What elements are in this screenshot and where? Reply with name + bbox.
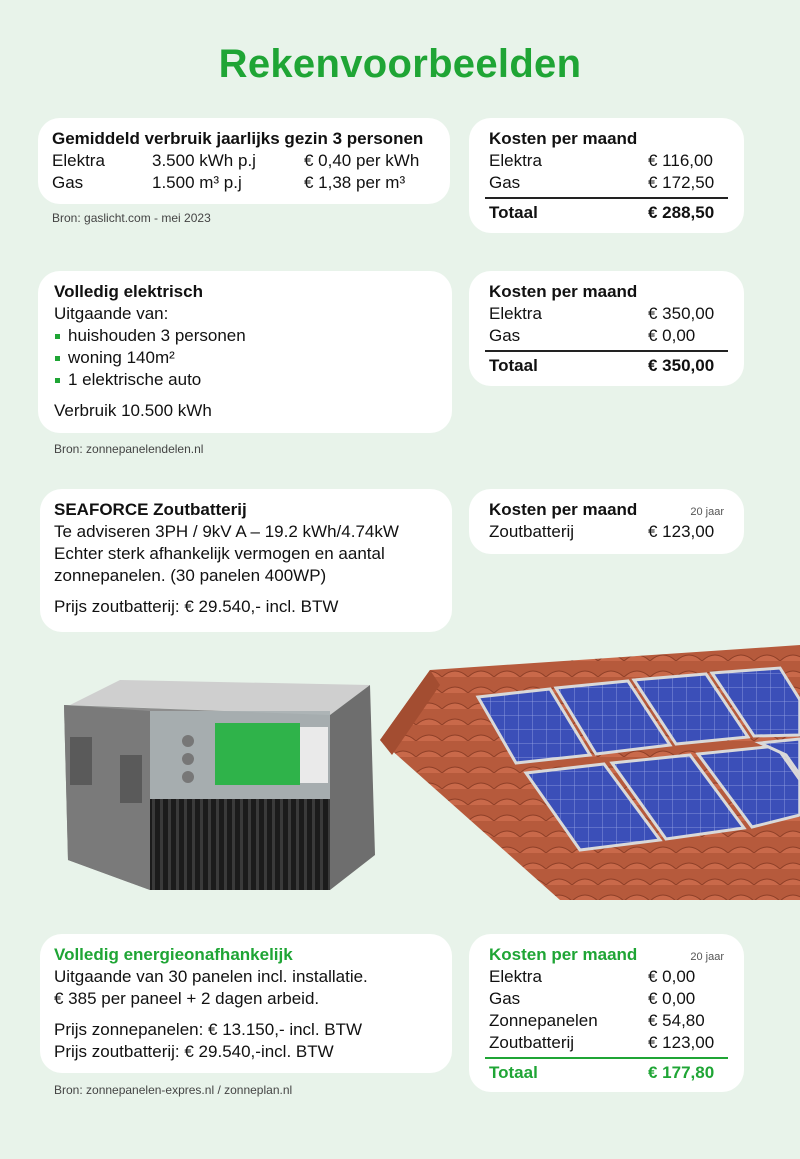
cost-value: € 172,50	[648, 173, 715, 192]
total-label: Totaal	[489, 356, 538, 375]
cost-name: Elektra	[489, 304, 542, 323]
total-label: Totaal	[489, 203, 538, 222]
usage-source: Bron: gaslicht.com - mei 2023	[52, 211, 211, 225]
independent-price: Prijs zoutbatterij: € 29.540,-incl. BTW	[54, 1042, 334, 1061]
cost-total	[485, 355, 728, 377]
years-label: 20 jaar	[690, 951, 724, 963]
cost-value: € 123,00	[648, 522, 715, 541]
battery-heading: SEAFORCE Zoutbatterij	[54, 500, 247, 519]
independent-line: Uitgaande van 30 panelen incl. installatie.	[54, 967, 368, 986]
cost-value: € 0,00	[648, 967, 696, 986]
cost-divider	[485, 1057, 728, 1059]
cost-row	[485, 966, 728, 988]
cost-name: Zonnepanelen	[489, 1011, 598, 1030]
cost-box-2	[469, 271, 744, 386]
years-label: 20 jaar	[690, 506, 724, 518]
bullet-icon	[55, 356, 60, 361]
usage-heading: Gemiddeld verbruik jaarlijks gezin 3 personen	[52, 129, 424, 148]
electric-heading: Volledig elektrisch	[54, 282, 203, 301]
cost-row	[485, 172, 728, 194]
cost-total	[485, 202, 728, 224]
cost-heading: Kosten per maand	[489, 129, 638, 148]
page-title: Rekenvoorbeelden	[218, 42, 582, 86]
total-label: Totaal	[489, 1063, 538, 1082]
list-item	[54, 369, 436, 391]
cost-total	[485, 1062, 728, 1084]
list-item	[54, 325, 436, 347]
electric-card	[38, 271, 452, 433]
list-item-label: woning 140m²	[68, 348, 175, 367]
cost-name: Gas	[489, 173, 521, 192]
cost-name: Gas	[489, 989, 521, 1008]
usage-name: Gas	[52, 173, 84, 192]
battery-card	[40, 489, 452, 632]
cost-name: Elektra	[489, 967, 542, 986]
usage-name: Elektra	[52, 151, 105, 170]
cost-value: € 123,00	[648, 1033, 715, 1052]
usage-row	[52, 150, 436, 172]
cost-row	[485, 325, 728, 347]
independent-heading: Volledig energieonafhankelijk	[54, 945, 293, 964]
cost-value: € 116,00	[648, 151, 713, 170]
total-value: € 288,50	[648, 203, 715, 222]
cost-row	[485, 988, 728, 1010]
cost-value: € 350,00	[648, 304, 715, 323]
cost-name: Zoutbatterij	[489, 522, 575, 541]
list-item-label: huishouden 3 personen	[68, 326, 246, 345]
cost-row	[485, 150, 728, 172]
usage-card	[38, 118, 450, 204]
cost-value: € 0,00	[648, 989, 696, 1008]
battery-price: Prijs zoutbatterij: € 29.540,- incl. BTW	[54, 597, 339, 616]
cost-value: € 0,00	[648, 326, 696, 345]
cost-box-1	[469, 118, 744, 233]
cost-box-3	[469, 489, 744, 554]
cost-box-4	[469, 934, 744, 1092]
usage-price: € 1,38 per m³	[304, 173, 406, 192]
cost-row	[485, 1032, 728, 1054]
battery-line: Te adviseren 3PH / 9kV A – 19.2 kWh/4.74kW	[54, 522, 399, 541]
battery-line: zonnepanelen. (30 panelen 400WP)	[54, 566, 327, 585]
independent-line: € 385 per paneel + 2 dagen arbeid.	[54, 989, 320, 1008]
independent-source: Bron: zonnepanelen-expres.nl / zonneplan.nl	[54, 1083, 293, 1097]
cost-heading: Kosten per maand	[489, 282, 638, 301]
total-value: € 350,00	[648, 356, 715, 375]
cost-divider	[485, 350, 728, 352]
cost-divider	[485, 197, 728, 199]
electric-source: Bron: zonnepanelendelen.nl	[54, 442, 204, 456]
independent-card	[40, 934, 452, 1073]
bullet-icon	[55, 378, 60, 383]
electric-usage: Verbruik 10.500 kWh	[54, 401, 212, 420]
cost-name: Elektra	[489, 151, 542, 170]
usage-row	[52, 172, 436, 194]
cost-row	[485, 521, 728, 543]
usage-amount: 3.500 kWh p.j	[152, 151, 256, 170]
bullet-icon	[55, 334, 60, 339]
list-item	[54, 347, 436, 369]
cost-row	[485, 303, 728, 325]
usage-price: € 0,40 per kWh	[304, 151, 420, 170]
independent-price: Prijs zonnepanelen: € 13.150,- incl. BTW	[54, 1020, 363, 1039]
battery-line: Echter sterk afhankelijk vermogen en aantal	[54, 544, 385, 563]
battery-unit-image	[64, 680, 375, 890]
electric-intro: Uitgaande van:	[54, 304, 169, 323]
cost-heading: Kosten per maand	[489, 945, 638, 964]
cost-heading: Kosten per maand	[489, 500, 638, 519]
cost-row	[485, 1010, 728, 1032]
cost-name: Zoutbatterij	[489, 1033, 575, 1052]
usage-amount: 1.500 m³ p.j	[152, 173, 242, 192]
cost-name: Gas	[489, 326, 521, 345]
total-value: € 177,80	[648, 1063, 715, 1082]
list-item-label: 1 elektrische auto	[68, 370, 202, 389]
battery-solar-illustration	[0, 645, 800, 905]
cost-value: € 54,80	[648, 1011, 705, 1030]
